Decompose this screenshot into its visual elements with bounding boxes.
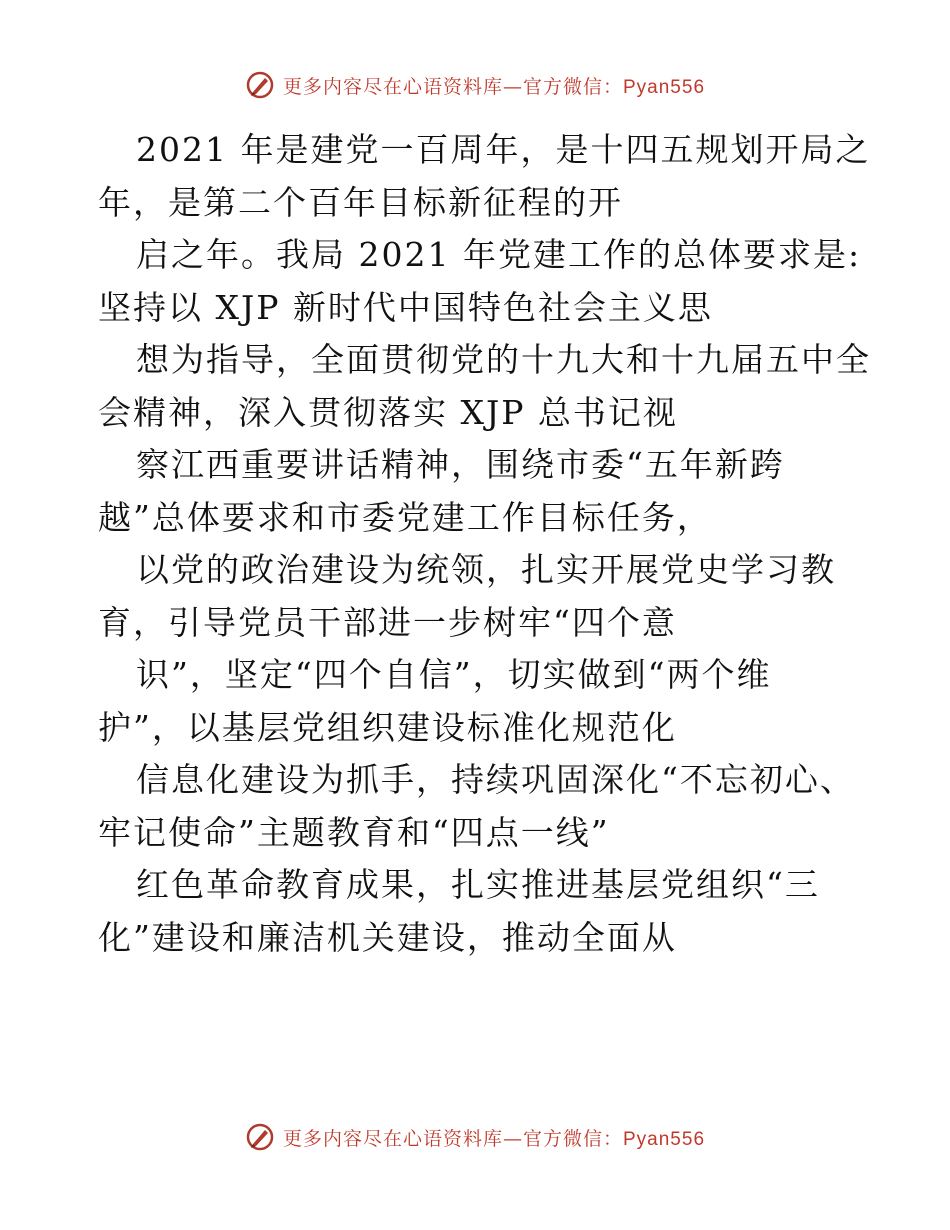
watermark-text: 更多内容尽在心语资料库—官方微信：Pyan556: [282, 75, 706, 98]
body-line: 察江西重要讲话精神，围绕市委“五年新跨: [136, 445, 785, 484]
wechat-id: Pyan556: [623, 76, 706, 98]
watermark-header: [0, 70, 950, 100]
pen-logo-icon: [245, 70, 275, 100]
body-line: 想为指导，全面贯彻党的十九大和十九届五中全: [136, 340, 871, 379]
body-line: 红色革命教育成果，扎实推进基层党组织“三: [136, 865, 820, 904]
body-line: 以党的政治建设为统领，扎实开展党史学习教: [136, 550, 836, 589]
body-line: 信息化建设为抓手，持续巩固深化“不忘初心、: [136, 760, 855, 799]
body-line: 启之年。我局 2021 年党建工作的总体要求是:: [136, 235, 862, 274]
body-line: 牢记使命”主题教育和“四点一线”: [98, 812, 610, 852]
wechat-id: Pyan556: [623, 1128, 706, 1150]
body-line: 育，引导党员干部进一步树牢“四个意: [98, 602, 677, 642]
body-line: 识”，坚定“四个自信”，切实做到“两个维: [136, 655, 772, 694]
body-line: 化”建设和廉洁机关建设，推动全面从: [98, 917, 677, 957]
watermark-footer: [0, 1122, 950, 1152]
body-line: 会精神，深入贯彻落实 XJP 总书记视: [98, 392, 678, 432]
body-line: 坚持以 XJP 新时代中国特色社会主义思: [98, 287, 713, 327]
body-line: 越”总体要求和市委党建工作目标任务，: [98, 497, 712, 537]
body-line: 2021 年是建党一百周年，是十四五规划开局之: [136, 130, 871, 169]
body-line: 年，是第二个百年目标新征程的开: [98, 182, 623, 222]
body-line: 护”，以基层党组织建设标准化规范化: [98, 707, 677, 747]
document-body: [0, 124, 950, 964]
watermark-text: 更多内容尽在心语资料库—官方微信：Pyan556: [282, 1127, 706, 1150]
pen-logo-icon: [245, 1122, 275, 1152]
